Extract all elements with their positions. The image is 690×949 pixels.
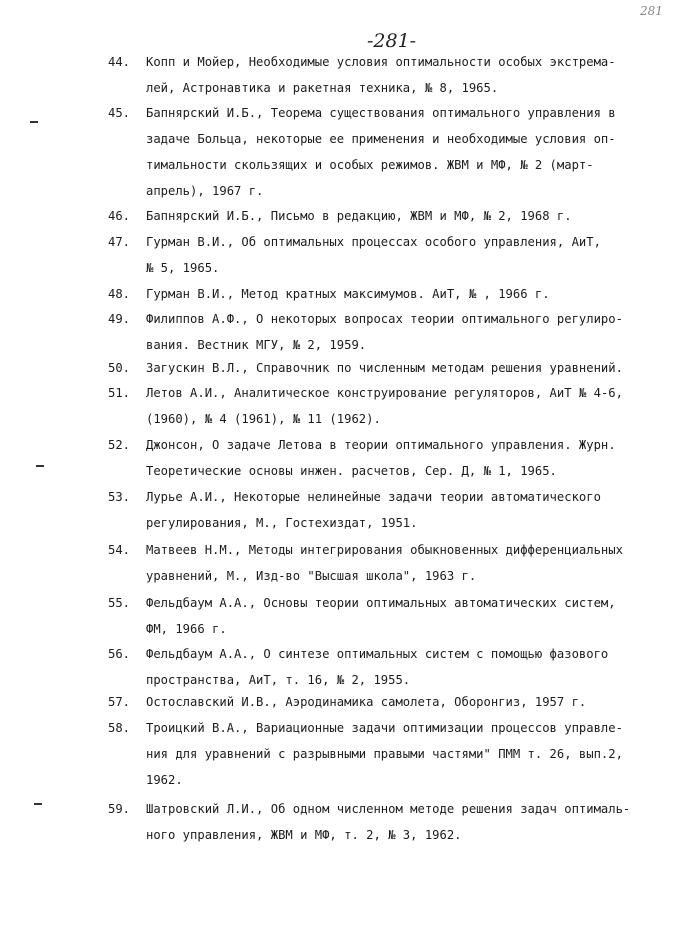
reference-text-line: регулирования, М., Гостехиздат, 1951. bbox=[146, 516, 418, 530]
reference-text-line: Джонсон, О задаче Летова в теории оптимального управления. Журн. bbox=[146, 438, 616, 452]
reference-text-line: Копп и Мойер, Необходимые условия оптимальности особых экстрема- bbox=[146, 55, 616, 69]
reference-text-line: ФМ, 1966 г. bbox=[146, 622, 227, 636]
reference-entry bbox=[108, 100, 668, 204]
reference-entry bbox=[108, 355, 668, 381]
reference-text-line: Бапнярский И.Б., Теорема существования оптимального управления в bbox=[146, 106, 616, 120]
reference-text-line: (1960), № 4 (1961), № 11 (1962). bbox=[146, 412, 381, 426]
reference-text-line: Фельдбаум А.А., О синтезе оптимальных систем с помощью фазового bbox=[146, 647, 609, 661]
reference-text-line: вания. Вестник МГУ, № 2, 1959. bbox=[146, 338, 367, 352]
page-number: -281- bbox=[367, 30, 417, 52]
reference-number: 57. bbox=[108, 695, 131, 709]
reference-number: 44. bbox=[108, 55, 131, 69]
reference-text-line: Фельдбаум А.А., Основы теории оптимальных автоматических систем, bbox=[146, 596, 616, 610]
reference-entry bbox=[108, 796, 668, 848]
reference-text-line: уравнений, М., Изд-во "Высшая школа", 1963 г. bbox=[146, 569, 477, 583]
reference-entry bbox=[108, 590, 668, 642]
reference-text-line: Бапнярский И.Б., Письмо в редакцию, ЖВМ и МФ, № 2, 1968 г. bbox=[146, 209, 572, 223]
reference-text-line: Матвеев Н.М., Методы интегрирования обыкновенных дифференциальных bbox=[146, 543, 623, 557]
reference-number: 53. bbox=[108, 490, 131, 504]
corner-handwritten-mark: 281 bbox=[640, 4, 663, 18]
reference-text-line: Гурман В.И., Об оптимальных процессах особого управления, АиТ, bbox=[146, 235, 601, 249]
reference-number: 59. bbox=[108, 802, 131, 816]
reference-entry bbox=[108, 484, 668, 536]
reference-text-line: Шатровский Л.И., Об одном численном методе решения задач оптималь- bbox=[146, 802, 631, 816]
reference-entry bbox=[108, 380, 668, 432]
reference-text-line: 1962. bbox=[146, 773, 183, 787]
margin-mark bbox=[36, 465, 44, 467]
reference-entry bbox=[108, 689, 668, 715]
reference-entry bbox=[108, 715, 668, 793]
reference-text-line: пространства, АиТ, т. 16, № 2, 1955. bbox=[146, 673, 411, 687]
margin-mark bbox=[34, 803, 42, 805]
reference-text-line: Филиппов А.Ф., О некоторых вопросах теории оптимального регулиро- bbox=[146, 312, 623, 326]
reference-entry bbox=[108, 229, 668, 281]
reference-text-line: Загускин В.Л., Справочник по численным методам решения уравнений. bbox=[146, 361, 623, 375]
reference-text-line: Остославский И.В., Аэродинамика самолета, Оборонгиз, 1957 г. bbox=[146, 695, 587, 709]
reference-text-line: Троицкий В.А., Вариационные задачи оптимизации процессов управле- bbox=[146, 721, 623, 735]
reference-number: 52. bbox=[108, 438, 131, 452]
reference-text-line: апрель), 1967 г. bbox=[146, 184, 264, 198]
reference-entry bbox=[108, 49, 668, 101]
margin-mark bbox=[30, 121, 38, 123]
reference-text-line: Теоретические основы инжен. расчетов, Сер. Д, № 1, 1965. bbox=[146, 464, 557, 478]
reference-text-line: задаче Больца, некоторые ее применения и необходимые условия оп- bbox=[146, 132, 616, 146]
reference-text-line: Летов А.И., Аналитическое конструирование регуляторов, АиТ № 4-6, bbox=[146, 386, 623, 400]
reference-number: 46. bbox=[108, 209, 131, 223]
reference-text-line: Гурман В.И., Метод кратных максимумов. АиТ, № , 1966 г. bbox=[146, 287, 550, 301]
reference-entry bbox=[108, 432, 668, 484]
reference-text-line: ния для уравнений с разрывными правыми частями" ПММ т. 26, вып.2, bbox=[146, 747, 623, 761]
reference-entry bbox=[108, 306, 668, 358]
reference-entry bbox=[108, 641, 668, 693]
reference-number: 58. bbox=[108, 721, 131, 735]
reference-number: 49. bbox=[108, 312, 131, 326]
reference-text-line: лей, Астронавтика и ракетная техника, № 8, 1965. bbox=[146, 81, 499, 95]
reference-text-line: Лурье А.И., Некоторые нелинейные задачи теории автоматического bbox=[146, 490, 601, 504]
reference-text-line: № 5, 1965. bbox=[146, 261, 220, 275]
reference-number: 56. bbox=[108, 647, 131, 661]
reference-number: 45. bbox=[108, 106, 131, 120]
reference-entry bbox=[108, 281, 668, 307]
reference-number: 47. bbox=[108, 235, 131, 249]
reference-entry bbox=[108, 203, 668, 229]
reference-number: 51. bbox=[108, 386, 131, 400]
reference-number: 55. bbox=[108, 596, 131, 610]
reference-entry bbox=[108, 537, 668, 589]
reference-number: 54. bbox=[108, 543, 131, 557]
reference-number: 48. bbox=[108, 287, 131, 301]
reference-number: 50. bbox=[108, 361, 131, 375]
reference-text-line: ного управления, ЖВМ и МФ, т. 2, № 3, 1962. bbox=[146, 828, 462, 842]
reference-text-line: тимальности скользящих и особых режимов. ЖВМ и МФ, № 2 (март- bbox=[146, 158, 594, 172]
